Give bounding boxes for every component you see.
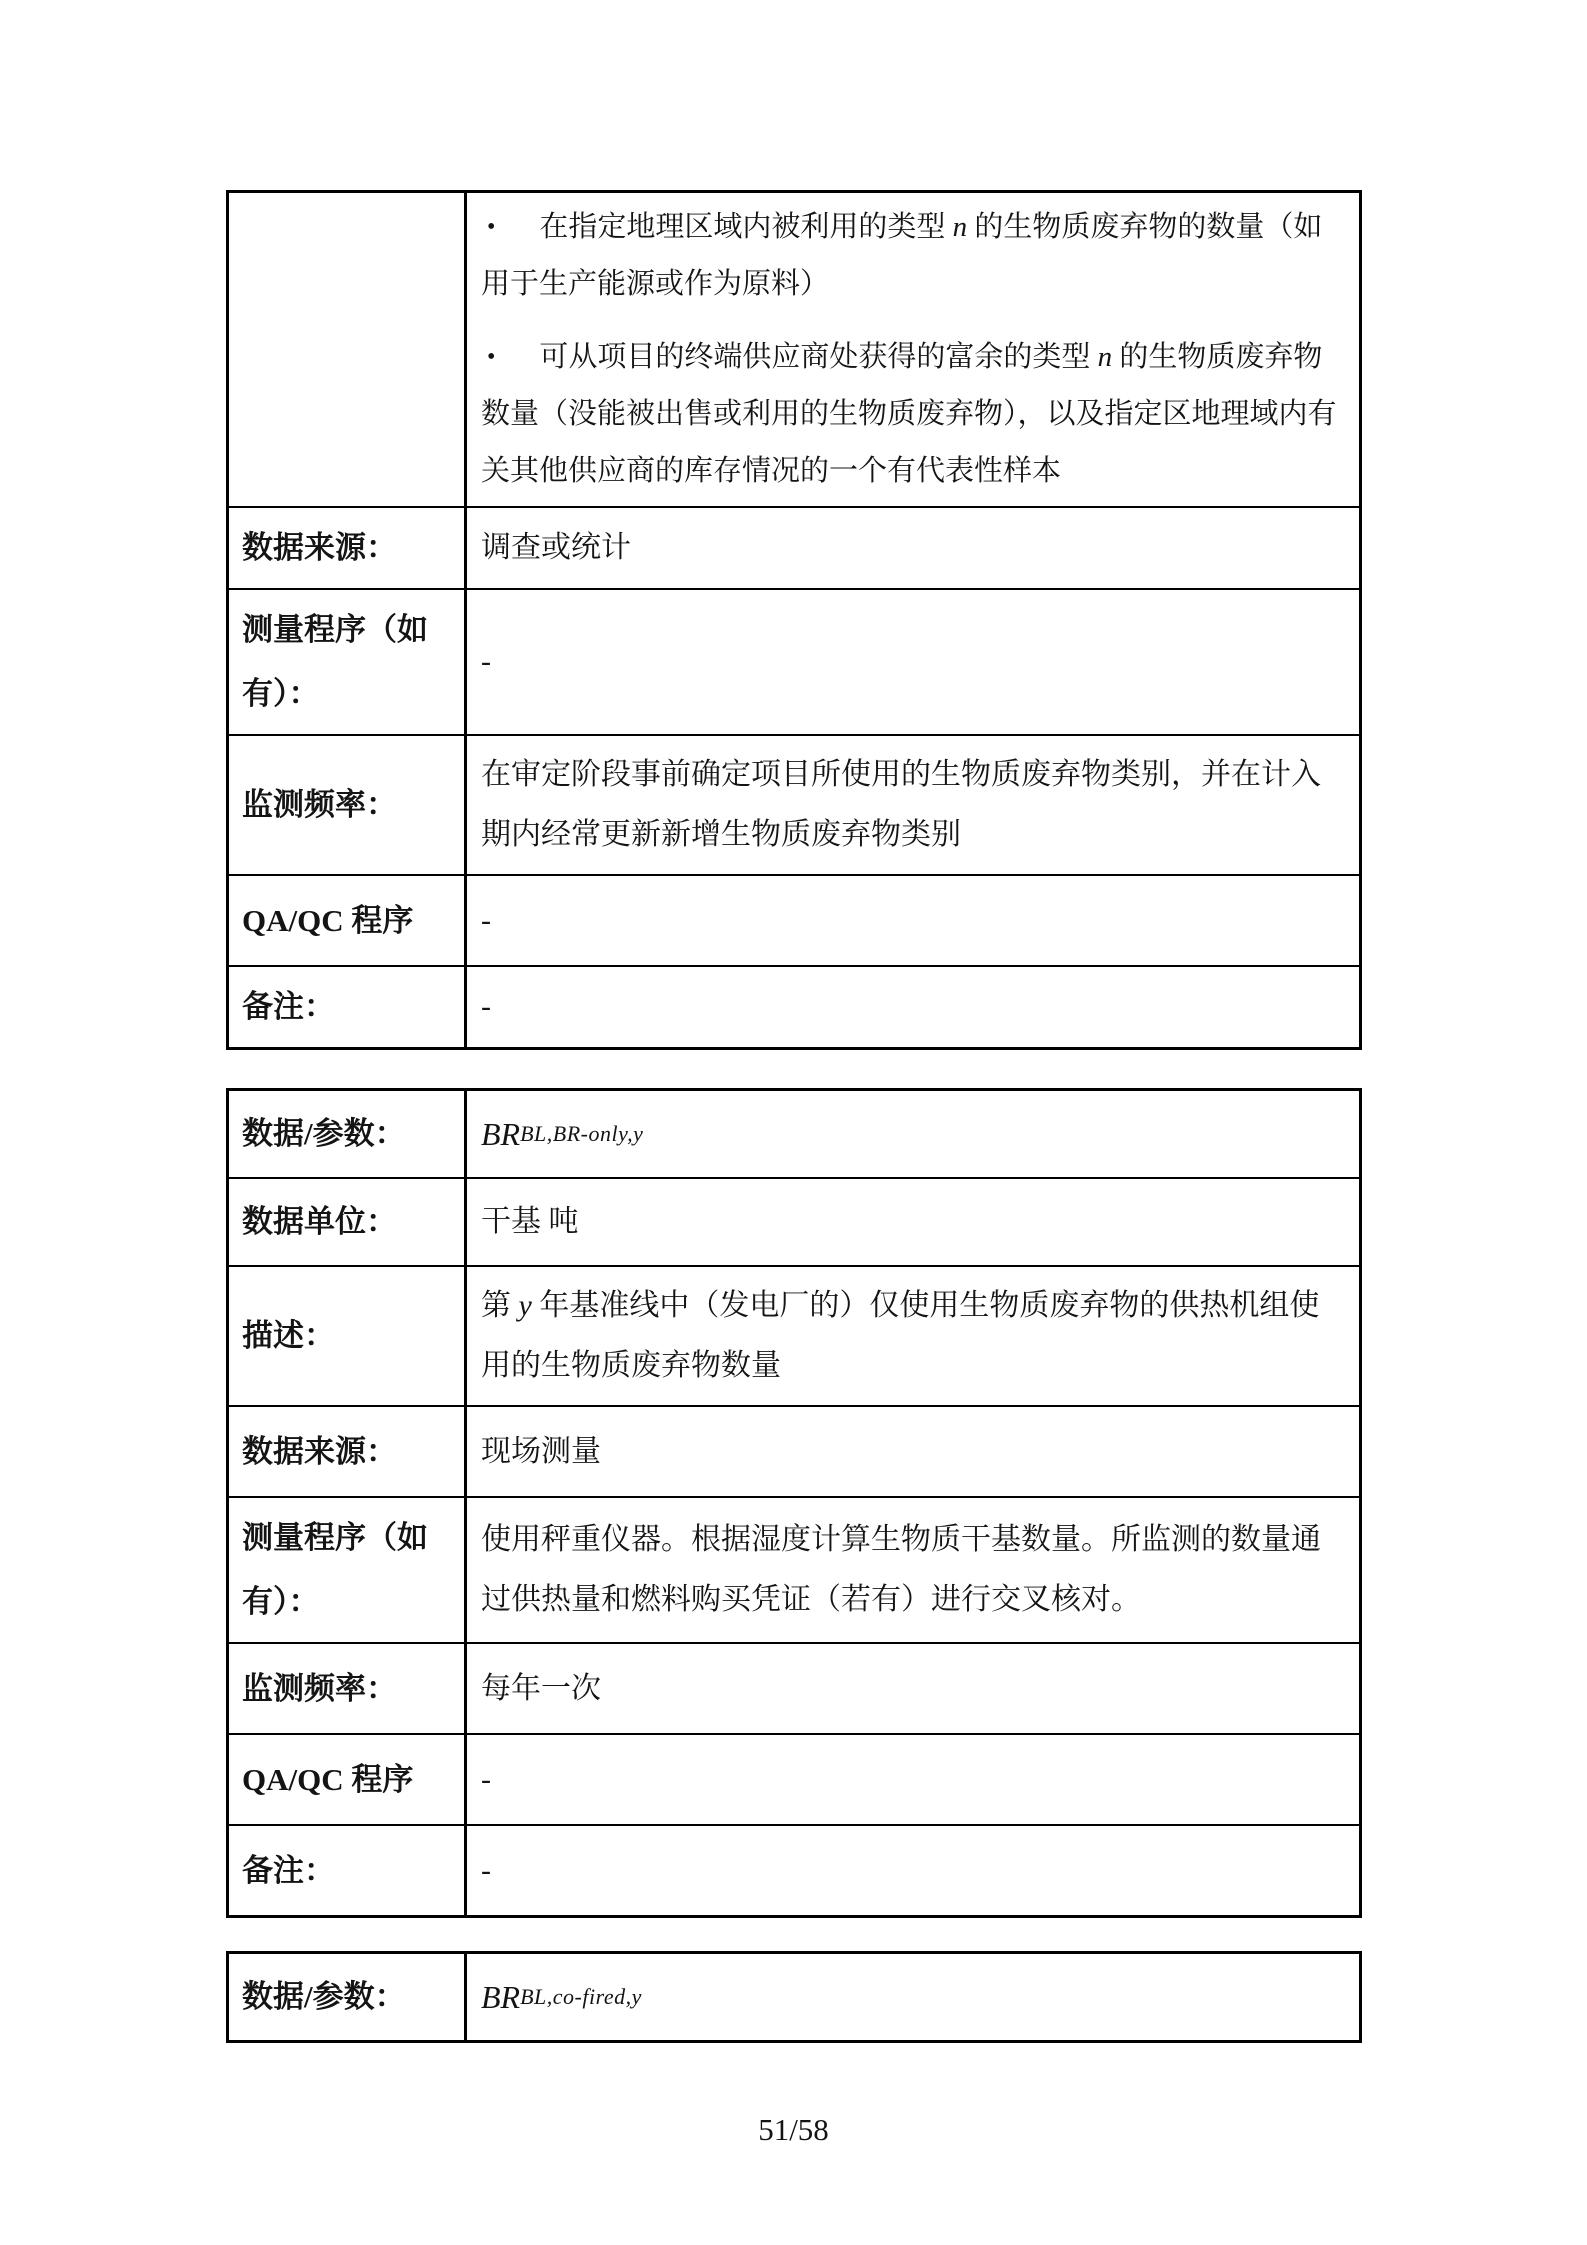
row-label: 监测频率： xyxy=(229,1644,467,1733)
parameter-table-br-only xyxy=(226,1088,1362,1918)
table-row-data-source xyxy=(229,1405,1359,1496)
bullet-2-text-post: 的生物质废弃物数量（没能被出售或利用的生物质废弃物），以及指定区地理域内有关其他供应商的库存情况的一个有代表性样本 xyxy=(481,341,1337,487)
row-value: - xyxy=(481,990,491,1023)
row-label: QA/QC 程序 xyxy=(229,876,467,965)
table-row-bullets xyxy=(229,193,1359,506)
parameter-subscript: BL,BR-only,y xyxy=(520,1121,644,1146)
row-value: - xyxy=(481,1762,491,1796)
row-value: 使用秤重仪器。根据湿度计算生物质干基数量。所监测的数量通过供热量和燃料购买凭证（若有）进行交叉核对。 xyxy=(481,1523,1321,1616)
row-value: 调查或统计 xyxy=(481,531,631,564)
table-row-data-source xyxy=(229,506,1359,588)
row-value: - xyxy=(481,645,491,678)
row-value: 干基 吨 xyxy=(481,1205,579,1238)
row-label: 描述： xyxy=(229,1267,467,1405)
row-label: 数据/参数： xyxy=(229,1091,467,1177)
table-row-monitoring-frequency xyxy=(229,1642,1359,1733)
table-row-qa-qc xyxy=(229,1733,1359,1824)
table-row-qa-qc xyxy=(229,874,1359,965)
row-value-description xyxy=(467,1267,1359,1405)
description-variable: y xyxy=(518,1289,532,1322)
row-value-bullets xyxy=(467,193,1359,506)
bullet-item-2 xyxy=(481,329,1343,500)
document-body xyxy=(226,0,1362,2043)
row-label-empty xyxy=(229,193,467,506)
table-row-description xyxy=(229,1265,1359,1405)
row-value: - xyxy=(481,1853,491,1887)
row-label: 数据单位： xyxy=(229,1179,467,1265)
bullet-2-variable: n xyxy=(1097,341,1113,373)
row-label: 测量程序（如有）： xyxy=(229,1498,467,1642)
bullet-icon: • xyxy=(487,344,496,370)
table-row-remarks xyxy=(229,965,1359,1047)
row-label: 备注： xyxy=(229,1826,467,1915)
row-label: 测量程序（如有）： xyxy=(229,590,467,734)
parameter-symbol: BR xyxy=(481,1116,521,1152)
table-row-parameter xyxy=(229,1954,1359,2040)
bullet-2-text-pre: 可从项目的终端供应商处获得的富余的类型 xyxy=(539,341,1098,373)
row-label: 数据来源： xyxy=(229,508,467,588)
parameter-symbol: BR xyxy=(481,1979,521,2015)
row-value-parameter xyxy=(467,1091,1359,1177)
table-row-measurement-procedure xyxy=(229,1496,1359,1642)
parameter-table-co-fired xyxy=(226,1951,1362,2043)
bullet-1-text-pre: 在指定地理区域内被利用的类型 xyxy=(539,211,953,243)
page-number: 51/58 xyxy=(758,2112,829,2147)
parameter-table-continued xyxy=(226,190,1362,1050)
table-row-measurement-procedure xyxy=(229,588,1359,734)
description-text xyxy=(481,1276,1343,1396)
row-value-parameter xyxy=(467,1954,1359,2040)
parameter-subscript: BL,co-fired,y xyxy=(520,1984,642,2009)
table-row-monitoring-frequency xyxy=(229,734,1359,874)
row-label: 数据/参数： xyxy=(229,1954,467,2040)
bullet-icon: • xyxy=(487,214,496,240)
table-row-unit xyxy=(229,1177,1359,1265)
bullet-1-variable: n xyxy=(952,211,968,243)
row-label: 数据来源： xyxy=(229,1407,467,1496)
row-label: 监测频率： xyxy=(229,736,467,874)
description-post: 年基准线中（发电厂的）仅使用生物质废弃物的供热机组使用的生物质废弃物数量 xyxy=(481,1289,1320,1382)
row-value: 在审定阶段事前确定项目所使用的生物质废弃物类别，并在计入期内经常更新新增生物质废弃物类别 xyxy=(481,758,1321,851)
table-row-parameter xyxy=(229,1091,1359,1177)
table-row-remarks xyxy=(229,1824,1359,1915)
bullet-1-text-post: 的生物质废弃物的数量（如用于生产能源或作为原料） xyxy=(481,211,1323,300)
row-value: - xyxy=(481,903,491,937)
row-label: 备注： xyxy=(229,967,467,1047)
row-value: 每年一次 xyxy=(481,1671,601,1705)
row-value: 现场测量 xyxy=(481,1434,601,1468)
row-label: QA/QC 程序 xyxy=(229,1735,467,1824)
bullet-item-1 xyxy=(481,199,1343,313)
description-pre: 第 xyxy=(481,1289,519,1322)
